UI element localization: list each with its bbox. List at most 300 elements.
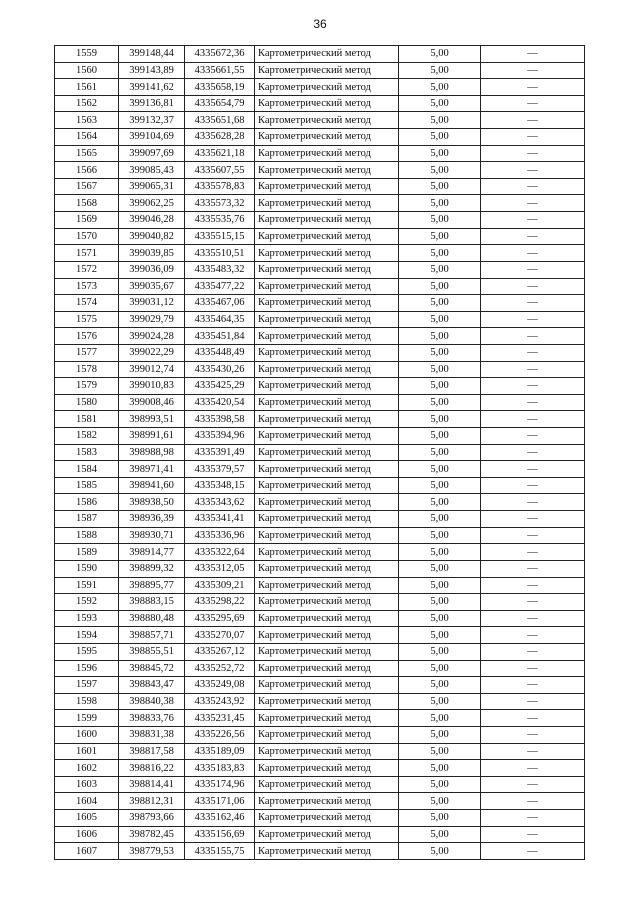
x-coordinate-cell: 398914,77 — [119, 544, 185, 561]
y-coordinate-cell: 4335464,35 — [185, 311, 255, 328]
description-cell: — — [481, 46, 585, 63]
method-cell: Картометрический метод — [255, 477, 399, 494]
table-row — [55, 776, 585, 793]
table-row — [55, 594, 585, 611]
description-cell: — — [481, 660, 585, 677]
accuracy-cell: 5,00 — [399, 793, 481, 810]
accuracy-cell: 5,00 — [399, 178, 481, 195]
accuracy-cell: 5,00 — [399, 760, 481, 777]
point-number-cell: 1570 — [55, 228, 119, 245]
accuracy-cell: 5,00 — [399, 677, 481, 694]
method-cell: Картометрический метод — [255, 95, 399, 112]
description-cell: — — [481, 195, 585, 212]
y-coordinate-cell: 4335391,49 — [185, 444, 255, 461]
accuracy-cell: 5,00 — [399, 212, 481, 229]
y-coordinate-cell: 4335312,05 — [185, 560, 255, 577]
description-cell: — — [481, 461, 585, 478]
method-cell: Картометрический метод — [255, 843, 399, 860]
y-coordinate-cell: 4335425,29 — [185, 378, 255, 395]
accuracy-cell: 5,00 — [399, 129, 481, 146]
method-cell: Картометрический метод — [255, 162, 399, 179]
point-number-cell: 1590 — [55, 560, 119, 577]
description-cell: — — [481, 245, 585, 262]
point-number-cell: 1571 — [55, 245, 119, 262]
table-row — [55, 627, 585, 644]
y-coordinate-cell: 4335398,58 — [185, 411, 255, 428]
accuracy-cell: 5,00 — [399, 693, 481, 710]
x-coordinate-cell: 398930,71 — [119, 527, 185, 544]
description-cell: — — [481, 693, 585, 710]
point-number-cell: 1559 — [55, 46, 119, 63]
x-coordinate-cell: 398941,60 — [119, 477, 185, 494]
x-coordinate-cell: 399097,69 — [119, 145, 185, 162]
description-cell: — — [481, 344, 585, 361]
accuracy-cell: 5,00 — [399, 511, 481, 528]
x-coordinate-cell: 398812,31 — [119, 793, 185, 810]
accuracy-cell: 5,00 — [399, 361, 481, 378]
point-number-cell: 1577 — [55, 344, 119, 361]
accuracy-cell: 5,00 — [399, 594, 481, 611]
method-cell: Картометрический метод — [255, 810, 399, 827]
point-number-cell: 1583 — [55, 444, 119, 461]
description-cell: — — [481, 643, 585, 660]
y-coordinate-cell: 4335226,56 — [185, 726, 255, 743]
method-cell: Картометрический метод — [255, 444, 399, 461]
point-number-cell: 1607 — [55, 843, 119, 860]
description-cell: — — [481, 494, 585, 511]
accuracy-cell: 5,00 — [399, 660, 481, 677]
accuracy-cell: 5,00 — [399, 195, 481, 212]
y-coordinate-cell: 4335672,36 — [185, 46, 255, 63]
method-cell: Картометрический метод — [255, 793, 399, 810]
description-cell: — — [481, 810, 585, 827]
method-cell: Картометрический метод — [255, 145, 399, 162]
description-cell: — — [481, 378, 585, 395]
accuracy-cell: 5,00 — [399, 710, 481, 727]
y-coordinate-cell: 4335477,22 — [185, 278, 255, 295]
point-number-cell: 1586 — [55, 494, 119, 511]
x-coordinate-cell: 399022,29 — [119, 344, 185, 361]
table-row — [55, 444, 585, 461]
point-number-cell: 1604 — [55, 793, 119, 810]
y-coordinate-cell: 4335467,06 — [185, 295, 255, 312]
accuracy-cell: 5,00 — [399, 311, 481, 328]
point-number-cell: 1569 — [55, 212, 119, 229]
y-coordinate-cell: 4335379,57 — [185, 461, 255, 478]
point-number-cell: 1574 — [55, 295, 119, 312]
table-row — [55, 677, 585, 694]
table-row — [55, 95, 585, 112]
point-number-cell: 1562 — [55, 95, 119, 112]
point-number-cell: 1600 — [55, 726, 119, 743]
x-coordinate-cell: 398993,51 — [119, 411, 185, 428]
x-coordinate-cell: 398880,48 — [119, 610, 185, 627]
table-row — [55, 394, 585, 411]
point-number-cell: 1581 — [55, 411, 119, 428]
y-coordinate-cell: 4335654,79 — [185, 95, 255, 112]
y-coordinate-cell: 4335231,45 — [185, 710, 255, 727]
table-row — [55, 743, 585, 760]
description-cell: — — [481, 627, 585, 644]
y-coordinate-cell: 4335621,18 — [185, 145, 255, 162]
table-row — [55, 511, 585, 528]
point-number-cell: 1561 — [55, 79, 119, 96]
x-coordinate-cell: 398855,51 — [119, 643, 185, 660]
table-row — [55, 843, 585, 860]
point-number-cell: 1603 — [55, 776, 119, 793]
accuracy-cell: 5,00 — [399, 494, 481, 511]
table-row — [55, 428, 585, 445]
description-cell: — — [481, 95, 585, 112]
description-cell: — — [481, 477, 585, 494]
method-cell: Картометрический метод — [255, 195, 399, 212]
page-number: 36 — [313, 17, 327, 31]
method-cell: Картометрический метод — [255, 560, 399, 577]
point-number-cell: 1589 — [55, 544, 119, 561]
description-cell: — — [481, 228, 585, 245]
table-row — [55, 643, 585, 660]
description-cell: — — [481, 311, 585, 328]
method-cell: Картометрический метод — [255, 212, 399, 229]
description-cell: — — [481, 826, 585, 843]
x-coordinate-cell: 399046,28 — [119, 212, 185, 229]
point-number-cell: 1596 — [55, 660, 119, 677]
x-coordinate-cell: 398782,45 — [119, 826, 185, 843]
description-cell: — — [481, 394, 585, 411]
accuracy-cell: 5,00 — [399, 95, 481, 112]
point-number-cell: 1560 — [55, 62, 119, 79]
accuracy-cell: 5,00 — [399, 577, 481, 594]
method-cell: Картометрический метод — [255, 743, 399, 760]
x-coordinate-cell: 398843,47 — [119, 677, 185, 694]
accuracy-cell: 5,00 — [399, 544, 481, 561]
method-cell: Картометрический метод — [255, 627, 399, 644]
description-cell: — — [481, 544, 585, 561]
accuracy-cell: 5,00 — [399, 643, 481, 660]
x-coordinate-cell: 399039,85 — [119, 245, 185, 262]
point-number-cell: 1565 — [55, 145, 119, 162]
accuracy-cell: 5,00 — [399, 461, 481, 478]
accuracy-cell: 5,00 — [399, 810, 481, 827]
method-cell: Картометрический метод — [255, 527, 399, 544]
description-cell: — — [481, 760, 585, 777]
table-row — [55, 793, 585, 810]
accuracy-cell: 5,00 — [399, 610, 481, 627]
method-cell: Картометрический метод — [255, 361, 399, 378]
description-cell: — — [481, 710, 585, 727]
point-number-cell: 1587 — [55, 511, 119, 528]
table-row — [55, 760, 585, 777]
description-cell: — — [481, 261, 585, 278]
table-row — [55, 726, 585, 743]
y-coordinate-cell: 4335515,15 — [185, 228, 255, 245]
accuracy-cell: 5,00 — [399, 394, 481, 411]
y-coordinate-cell: 4335249,08 — [185, 677, 255, 694]
x-coordinate-cell: 398816,22 — [119, 760, 185, 777]
y-coordinate-cell: 4335483,32 — [185, 261, 255, 278]
method-cell: Картометрический метод — [255, 677, 399, 694]
table-row — [55, 494, 585, 511]
table-row — [55, 228, 585, 245]
description-cell: — — [481, 577, 585, 594]
x-coordinate-cell: 399141,62 — [119, 79, 185, 96]
method-cell: Картометрический метод — [255, 46, 399, 63]
x-coordinate-cell: 398779,53 — [119, 843, 185, 860]
table-row — [55, 212, 585, 229]
x-coordinate-cell: 398936,39 — [119, 511, 185, 528]
method-cell: Картометрический метод — [255, 129, 399, 146]
x-coordinate-cell: 399036,09 — [119, 261, 185, 278]
method-cell: Картометрический метод — [255, 660, 399, 677]
accuracy-cell: 5,00 — [399, 743, 481, 760]
accuracy-cell: 5,00 — [399, 344, 481, 361]
y-coordinate-cell: 4335243,92 — [185, 693, 255, 710]
accuracy-cell: 5,00 — [399, 843, 481, 860]
y-coordinate-cell: 4335267,12 — [185, 643, 255, 660]
table-row — [55, 810, 585, 827]
table-row — [55, 577, 585, 594]
accuracy-cell: 5,00 — [399, 378, 481, 395]
accuracy-cell: 5,00 — [399, 245, 481, 262]
description-cell: — — [481, 62, 585, 79]
point-number-cell: 1592 — [55, 594, 119, 611]
method-cell: Картометрический метод — [255, 178, 399, 195]
accuracy-cell: 5,00 — [399, 560, 481, 577]
description-cell: — — [481, 328, 585, 345]
table-row — [55, 145, 585, 162]
accuracy-cell: 5,00 — [399, 79, 481, 96]
method-cell: Картометрический метод — [255, 295, 399, 312]
method-cell: Картометрический метод — [255, 726, 399, 743]
x-coordinate-cell: 399062,25 — [119, 195, 185, 212]
point-number-cell: 1593 — [55, 610, 119, 627]
y-coordinate-cell: 4335298,22 — [185, 594, 255, 611]
x-coordinate-cell: 398845,72 — [119, 660, 185, 677]
method-cell: Картометрический метод — [255, 594, 399, 611]
accuracy-cell: 5,00 — [399, 776, 481, 793]
table-row — [55, 344, 585, 361]
x-coordinate-cell: 398831,38 — [119, 726, 185, 743]
accuracy-cell: 5,00 — [399, 228, 481, 245]
y-coordinate-cell: 4335451,84 — [185, 328, 255, 345]
y-coordinate-cell: 4335578,83 — [185, 178, 255, 195]
method-cell: Картометрический метод — [255, 826, 399, 843]
point-number-cell: 1579 — [55, 378, 119, 395]
y-coordinate-cell: 4335394,96 — [185, 428, 255, 445]
table-row — [55, 295, 585, 312]
y-coordinate-cell: 4335183,83 — [185, 760, 255, 777]
x-coordinate-cell: 398899,32 — [119, 560, 185, 577]
y-coordinate-cell: 4335341,41 — [185, 511, 255, 528]
accuracy-cell: 5,00 — [399, 444, 481, 461]
y-coordinate-cell: 4335607,55 — [185, 162, 255, 179]
table-row — [55, 710, 585, 727]
y-coordinate-cell: 4335510,51 — [185, 245, 255, 262]
accuracy-cell: 5,00 — [399, 627, 481, 644]
y-coordinate-cell: 4335628,28 — [185, 129, 255, 146]
x-coordinate-cell: 399104,69 — [119, 129, 185, 146]
point-number-cell: 1591 — [55, 577, 119, 594]
description-cell: — — [481, 726, 585, 743]
accuracy-cell: 5,00 — [399, 112, 481, 129]
point-number-cell: 1585 — [55, 477, 119, 494]
description-cell: — — [481, 793, 585, 810]
accuracy-cell: 5,00 — [399, 261, 481, 278]
x-coordinate-cell: 399085,43 — [119, 162, 185, 179]
description-cell: — — [481, 444, 585, 461]
point-number-cell: 1595 — [55, 643, 119, 660]
point-number-cell: 1601 — [55, 743, 119, 760]
x-coordinate-cell: 398895,77 — [119, 577, 185, 594]
point-number-cell: 1584 — [55, 461, 119, 478]
x-coordinate-cell: 399008,46 — [119, 394, 185, 411]
description-cell: — — [481, 560, 585, 577]
method-cell: Картометрический метод — [255, 311, 399, 328]
accuracy-cell: 5,00 — [399, 428, 481, 445]
description-cell: — — [481, 411, 585, 428]
accuracy-cell: 5,00 — [399, 477, 481, 494]
point-number-cell: 1606 — [55, 826, 119, 843]
accuracy-cell: 5,00 — [399, 278, 481, 295]
method-cell: Картометрический метод — [255, 278, 399, 295]
y-coordinate-cell: 4335651,68 — [185, 112, 255, 129]
description-cell: — — [481, 743, 585, 760]
x-coordinate-cell: 398840,38 — [119, 693, 185, 710]
table-row — [55, 195, 585, 212]
method-cell: Картометрический метод — [255, 245, 399, 262]
y-coordinate-cell: 4335295,69 — [185, 610, 255, 627]
method-cell: Картометрический метод — [255, 693, 399, 710]
point-number-cell: 1602 — [55, 760, 119, 777]
point-number-cell: 1599 — [55, 710, 119, 727]
point-number-cell: 1597 — [55, 677, 119, 694]
method-cell: Картометрический метод — [255, 261, 399, 278]
table-row — [55, 378, 585, 395]
accuracy-cell: 5,00 — [399, 46, 481, 63]
x-coordinate-cell: 398971,41 — [119, 461, 185, 478]
x-coordinate-cell: 398988,98 — [119, 444, 185, 461]
coordinates-table-body — [55, 46, 585, 860]
point-number-cell: 1598 — [55, 693, 119, 710]
table-row — [55, 245, 585, 262]
description-cell: — — [481, 178, 585, 195]
description-cell: — — [481, 162, 585, 179]
x-coordinate-cell: 399035,67 — [119, 278, 185, 295]
table-row — [55, 278, 585, 295]
method-cell: Картометрический метод — [255, 428, 399, 445]
table-row — [55, 477, 585, 494]
accuracy-cell: 5,00 — [399, 826, 481, 843]
x-coordinate-cell: 399012,74 — [119, 361, 185, 378]
description-cell: — — [481, 112, 585, 129]
point-number-cell: 1566 — [55, 162, 119, 179]
x-coordinate-cell: 398833,76 — [119, 710, 185, 727]
description-cell: — — [481, 295, 585, 312]
table-row — [55, 46, 585, 63]
point-number-cell: 1578 — [55, 361, 119, 378]
description-cell: — — [481, 79, 585, 96]
point-number-cell: 1576 — [55, 328, 119, 345]
x-coordinate-cell: 399148,44 — [119, 46, 185, 63]
description-cell: — — [481, 776, 585, 793]
table-row — [55, 461, 585, 478]
table-row — [55, 129, 585, 146]
table-row — [55, 693, 585, 710]
x-coordinate-cell: 399031,12 — [119, 295, 185, 312]
table-row — [55, 610, 585, 627]
x-coordinate-cell: 398857,71 — [119, 627, 185, 644]
x-coordinate-cell: 399024,28 — [119, 328, 185, 345]
point-number-cell: 1568 — [55, 195, 119, 212]
x-coordinate-cell: 399040,82 — [119, 228, 185, 245]
method-cell: Картометрический метод — [255, 511, 399, 528]
accuracy-cell: 5,00 — [399, 162, 481, 179]
x-coordinate-cell: 398817,58 — [119, 743, 185, 760]
method-cell: Картометрический метод — [255, 577, 399, 594]
method-cell: Картометрический метод — [255, 62, 399, 79]
coordinates-table — [54, 45, 585, 860]
table-row — [55, 162, 585, 179]
x-coordinate-cell: 398883,15 — [119, 594, 185, 611]
table-row — [55, 112, 585, 129]
method-cell: Картометрический метод — [255, 378, 399, 395]
y-coordinate-cell: 4335658,19 — [185, 79, 255, 96]
table-row — [55, 527, 585, 544]
description-cell: — — [481, 527, 585, 544]
point-number-cell: 1567 — [55, 178, 119, 195]
method-cell: Картометрический метод — [255, 228, 399, 245]
table-row — [55, 328, 585, 345]
description-cell: — — [481, 511, 585, 528]
y-coordinate-cell: 4335171,06 — [185, 793, 255, 810]
y-coordinate-cell: 4335156,69 — [185, 826, 255, 843]
y-coordinate-cell: 4335174,96 — [185, 776, 255, 793]
description-cell: — — [481, 677, 585, 694]
table-row — [55, 826, 585, 843]
x-coordinate-cell: 399065,31 — [119, 178, 185, 195]
table-row — [55, 660, 585, 677]
description-cell: — — [481, 610, 585, 627]
table-row — [55, 178, 585, 195]
x-coordinate-cell: 399029,79 — [119, 311, 185, 328]
description-cell: — — [481, 129, 585, 146]
x-coordinate-cell: 399010,83 — [119, 378, 185, 395]
x-coordinate-cell: 399132,37 — [119, 112, 185, 129]
point-number-cell: 1564 — [55, 129, 119, 146]
y-coordinate-cell: 4335661,55 — [185, 62, 255, 79]
description-cell: — — [481, 212, 585, 229]
x-coordinate-cell: 399136,81 — [119, 95, 185, 112]
method-cell: Картометрический метод — [255, 411, 399, 428]
x-coordinate-cell: 398793,66 — [119, 810, 185, 827]
method-cell: Картометрический метод — [255, 461, 399, 478]
y-coordinate-cell: 4335309,21 — [185, 577, 255, 594]
x-coordinate-cell: 398938,50 — [119, 494, 185, 511]
table-row — [55, 79, 585, 96]
description-cell: — — [481, 361, 585, 378]
y-coordinate-cell: 4335430,26 — [185, 361, 255, 378]
y-coordinate-cell: 4335336,96 — [185, 527, 255, 544]
y-coordinate-cell: 4335535,76 — [185, 212, 255, 229]
accuracy-cell: 5,00 — [399, 726, 481, 743]
x-coordinate-cell: 398814,41 — [119, 776, 185, 793]
description-cell: — — [481, 843, 585, 860]
y-coordinate-cell: 4335322,64 — [185, 544, 255, 561]
y-coordinate-cell: 4335348,15 — [185, 477, 255, 494]
table-row — [55, 560, 585, 577]
method-cell: Картометрический метод — [255, 112, 399, 129]
accuracy-cell: 5,00 — [399, 62, 481, 79]
